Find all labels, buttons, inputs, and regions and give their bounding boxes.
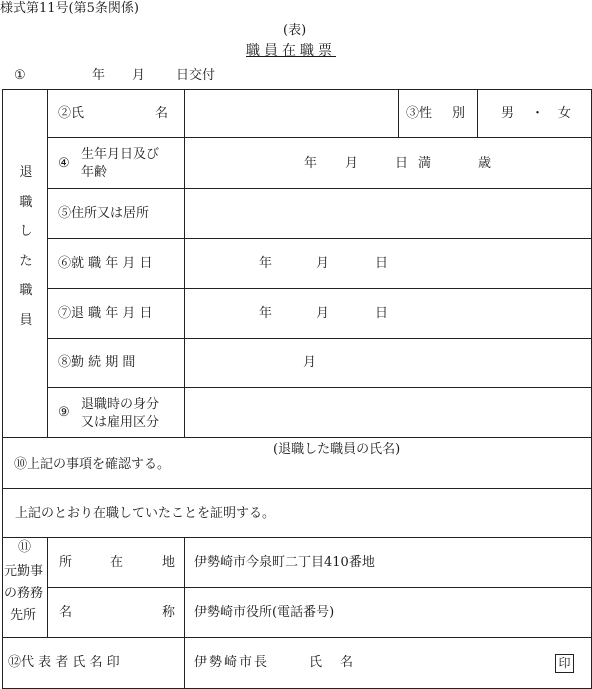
issue-month: 月 [132, 68, 146, 83]
location-label-c: 地 [162, 555, 176, 570]
birth-day: 日 [395, 156, 409, 171]
representative-title: 伊勢崎市長 [194, 655, 270, 670]
address-field[interactable] [185, 189, 591, 238]
birth-label-1: 生年月日及び [81, 147, 160, 162]
sex-option-female[interactable]: 女 [558, 106, 572, 121]
office-side-3: 先所 [10, 608, 37, 623]
status-label-2: 又は雇用区分 [81, 415, 160, 430]
location-label-b: 在 [110, 555, 124, 570]
issue-day: 日交付 [176, 68, 216, 83]
name-label: ②氏 [58, 106, 85, 121]
sex-option-male[interactable]: 男 [501, 106, 515, 121]
name-label-tail: 名 [155, 106, 169, 121]
birth-month: 月 [345, 156, 359, 171]
side-label: (表) [283, 23, 307, 38]
birth-age: 歳 [478, 156, 492, 171]
name-field[interactable] [185, 90, 398, 137]
location-value: 伊勢崎市今泉町二丁目410番地 [194, 555, 375, 570]
form-number: 様式第11号(第5条関係) [0, 1, 139, 16]
confirm-text: ⑩上記の事項を確認する。 [14, 457, 171, 472]
office-side-1: 元勤事 [4, 564, 44, 579]
confirm-note: (退職した職員の氏名) [273, 442, 401, 457]
birth-label-2: 年齢 [81, 165, 108, 180]
office-name-label-a: 名 [59, 605, 73, 620]
sex-label: ③性 [406, 106, 433, 121]
representative-name-word: 氏 [309, 655, 323, 670]
status-label-1: 退職時の身分 [81, 397, 160, 412]
hire-day: 日 [375, 256, 389, 271]
page-title: 職員在職票 [246, 43, 336, 59]
office-number: ⑪ [18, 540, 32, 555]
issue-number: ① [14, 68, 26, 83]
sex-label-tail: 別 [452, 106, 466, 121]
service-month: 月 [303, 355, 317, 370]
issue-year: 年 [92, 68, 106, 83]
retire-year: 年 [259, 306, 273, 321]
retire-date-label: ⑦退 職 年 月 日 [58, 306, 153, 321]
status-number: ⑨ [58, 405, 70, 420]
hire-month: 月 [316, 256, 330, 271]
retire-month: 月 [316, 306, 330, 321]
hire-date-label: ⑥就 職 年 月 日 [58, 256, 153, 271]
location-label-a: 所 [59, 555, 73, 570]
hire-year: 年 [259, 256, 273, 271]
birth-number: ④ [58, 156, 70, 171]
sex-separator: ・ [531, 106, 545, 121]
birth-full: 満 [418, 156, 432, 171]
seal-stamp-box: 印 [555, 654, 574, 673]
retire-day: 日 [375, 306, 389, 321]
office-name-label-b: 称 [162, 605, 176, 620]
representative-label: ⑫代 表 者 氏 名 印 [8, 655, 120, 670]
birth-year: 年 [304, 156, 318, 171]
office-name-value: 伊勢崎市役所(電話番号) [194, 605, 335, 620]
representative-name-word-2: 名 [340, 655, 354, 670]
certify-text: 上記のとおり在職していたことを証明する。 [15, 506, 276, 521]
status-field[interactable] [185, 388, 591, 437]
address-label: ⑤住所又は居所 [58, 206, 150, 221]
office-side-2: の務務 [4, 586, 44, 601]
service-period-label: ⑧勤 続 期 間 [58, 355, 136, 370]
retired-employee-section-label: 退 職 し た 職 員 [19, 165, 33, 328]
